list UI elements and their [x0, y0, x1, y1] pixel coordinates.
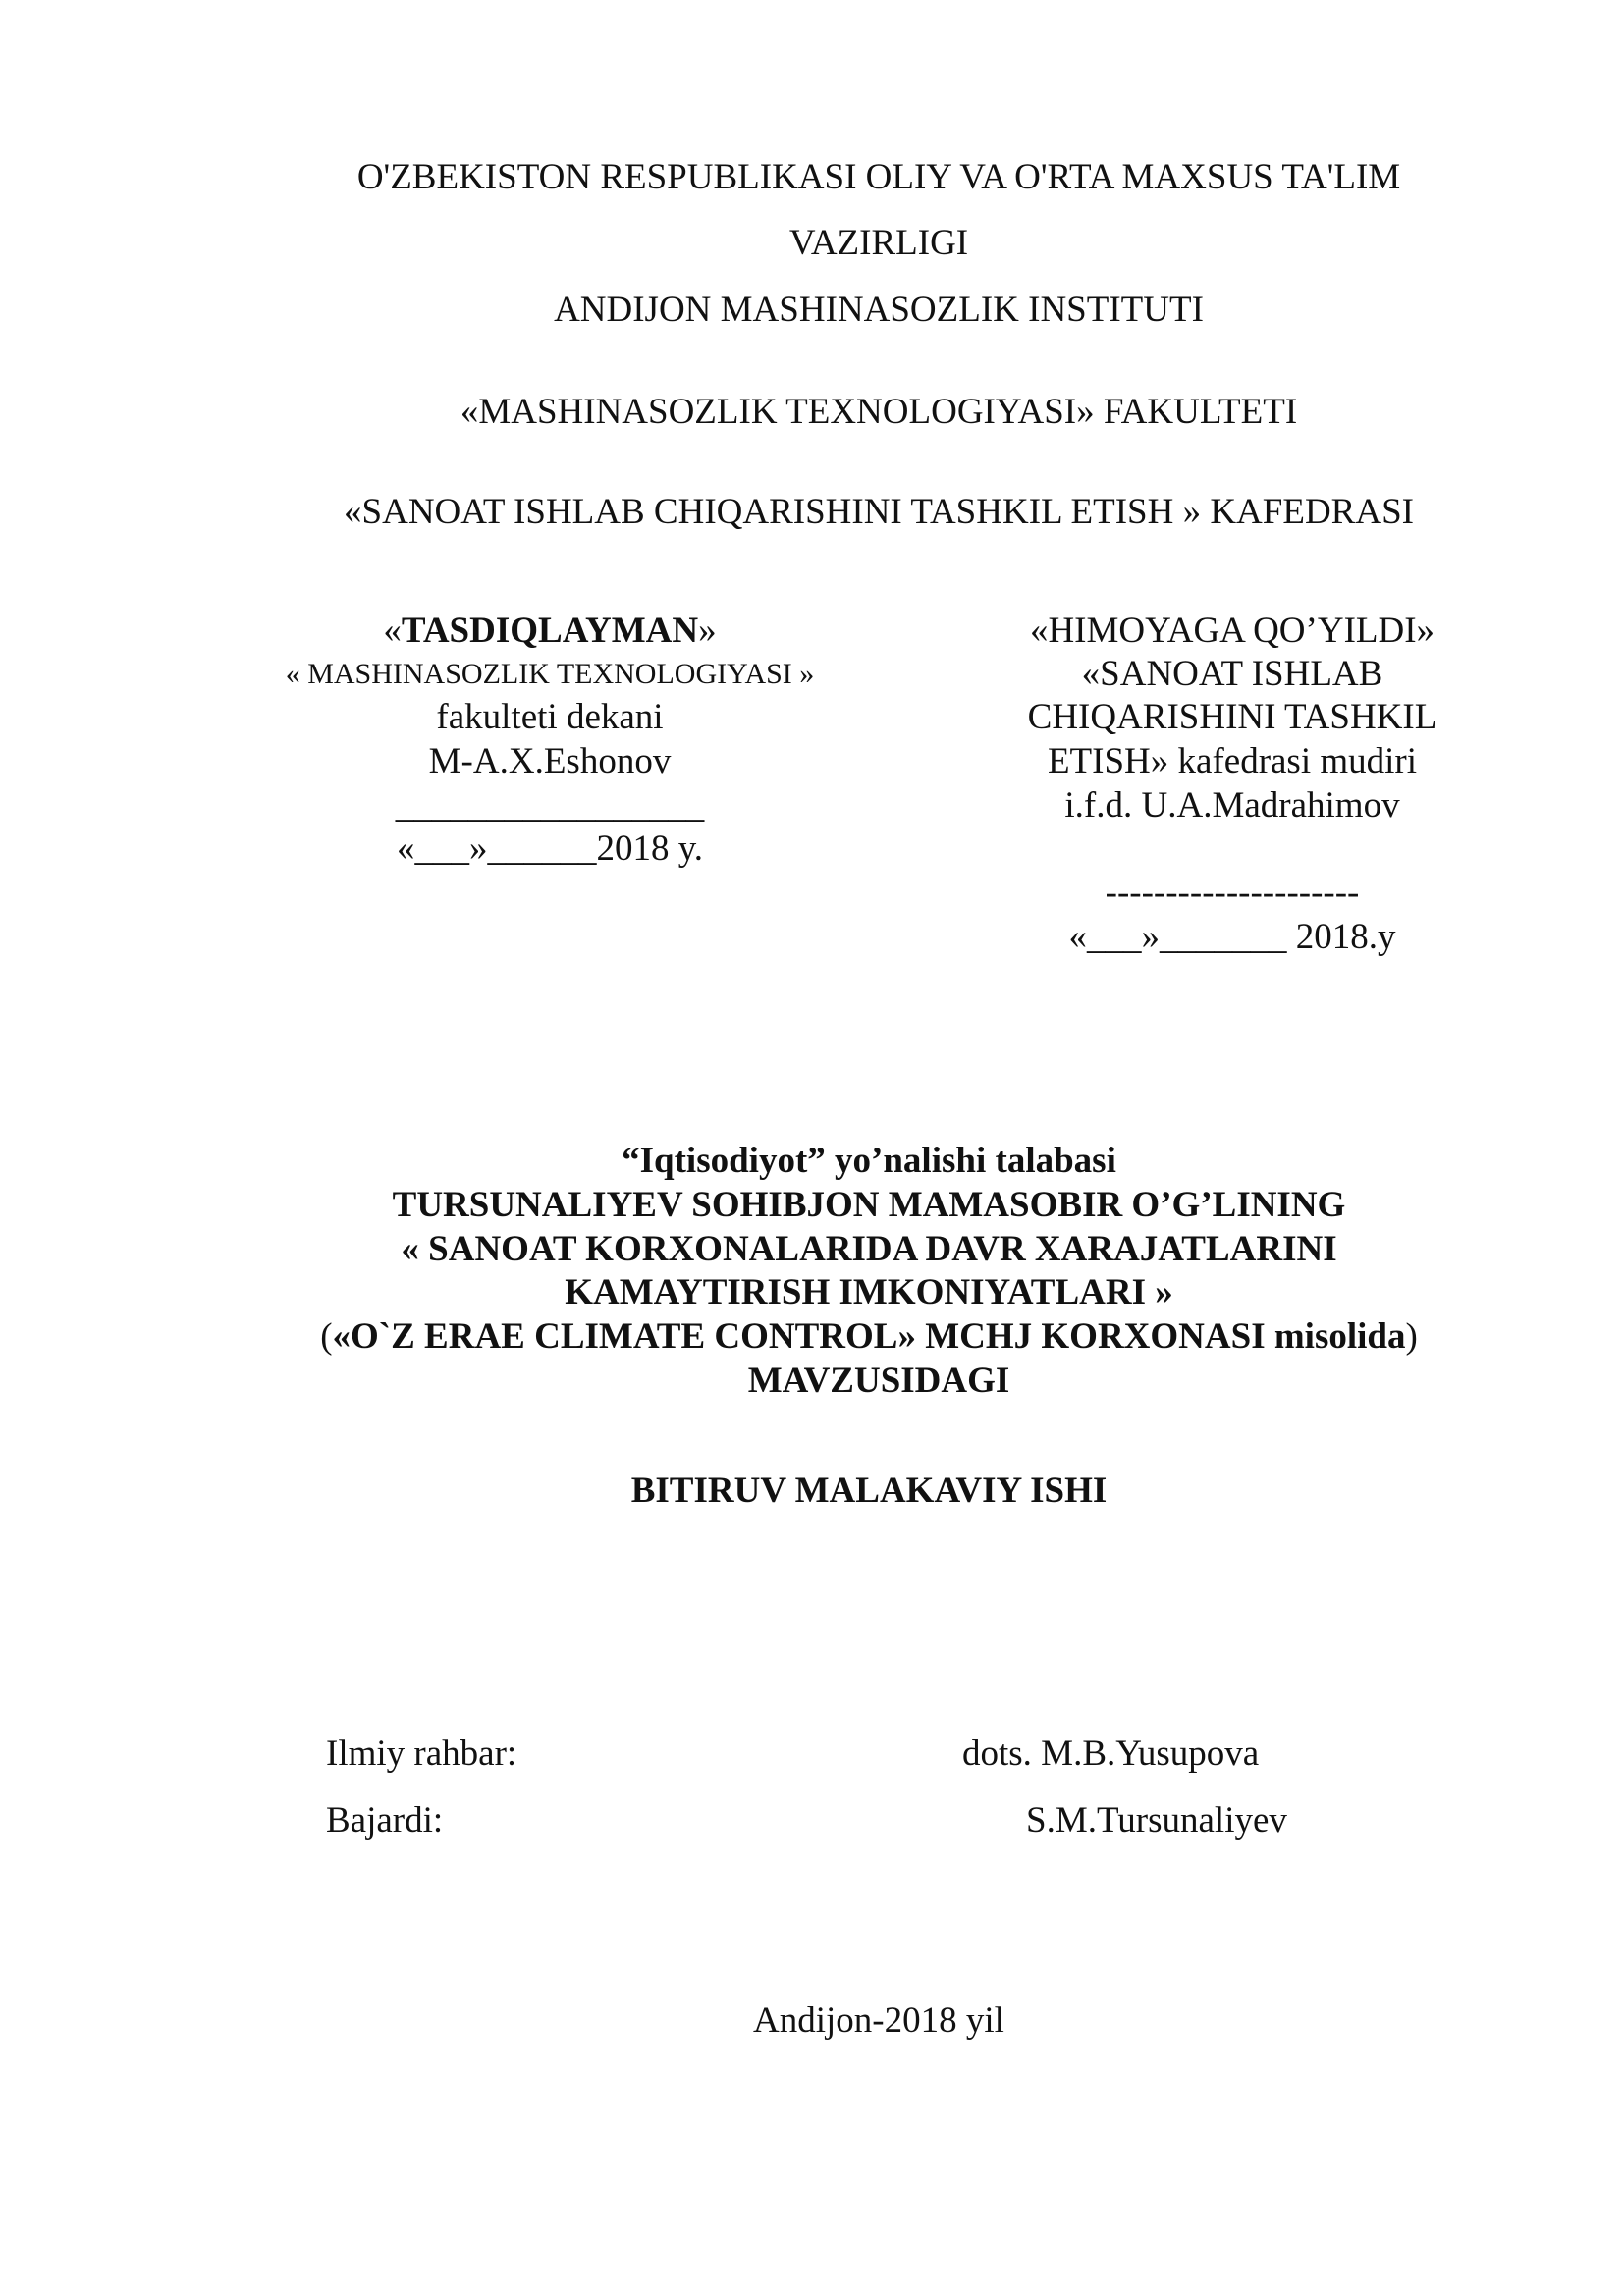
student-name: TURSUNALIYEV SOHIBJON MAMASOBIR O’G’LINING	[392, 1185, 1346, 1225]
place-year: Andijon-2018 yil	[753, 2001, 1004, 2041]
author-label: Bajardi:	[326, 1800, 444, 1841]
company-example: «O`Z ERAE CLIMATE CONTROL» MCHJ KORXONASI misolida	[332, 1316, 1406, 1357]
quote-open: «	[383, 611, 402, 651]
approval-left-name: M-A.X.Eshonov	[428, 741, 672, 781]
faculty-name: «MASHINASOZLIK TEXNOLOGIYASI» FAKULTETI	[460, 392, 1298, 432]
approval-right-line-2: CHIQARISHINI TASHKIL	[1027, 697, 1437, 737]
ministry-line-1: O'ZBEKISTON RESPUBLIKASI OLIY VA O'RTA MAXSUS TA'LIM	[356, 157, 1401, 197]
advisor-name: dots. M.B.Yusupova	[962, 1734, 1260, 1774]
thesis-subject-suffix: MAVZUSIDAGI	[747, 1361, 1010, 1401]
approval-left-role: fakulteti dekani	[436, 697, 664, 737]
work-type: BITIRUV MALAKAVIY ISHI	[630, 1470, 1108, 1511]
approval-left-date: «___»______2018 y.	[396, 828, 704, 869]
thesis-intro: “Iqtisodiyot” yo’nalishi talabasi	[622, 1141, 1116, 1181]
thesis-topic-line-2: KAMAYTIRISH IMKONIYATLARI »	[565, 1272, 1173, 1312]
approval-left-heading: TASDIQLAYMAN	[401, 611, 699, 651]
paren-close: )	[1405, 1316, 1418, 1357]
author-name: S.M.Tursunaliyev	[1026, 1800, 1287, 1841]
ministry-line-2: VAZIRLIGI	[788, 223, 969, 263]
institute-name: ANDIJON MASHINASOZLIK INSTITUTI	[554, 290, 1204, 330]
advisor-label: Ilmiy rahbar:	[326, 1734, 517, 1774]
approval-right-date: «___»_______ 2018.y	[1068, 917, 1396, 957]
approval-right-title: «HIMOYAGA QO’YILDI»	[1029, 611, 1435, 651]
approval-left-title	[265, 610, 835, 653]
approval-right-signature-line: ---------------------	[1105, 873, 1360, 913]
paren-open: (	[320, 1316, 333, 1357]
thesis-topic-line-3	[245, 1314, 1492, 1359]
approval-right-name: i.f.d. U.A.Madrahimov	[1064, 785, 1400, 826]
approval-right-line-3: ETISH» kafedrasi mudiri	[1047, 741, 1418, 781]
approval-left-signature-line: _________________	[395, 785, 705, 826]
approval-right-line-1: «SANOAT ISHLAB	[1081, 654, 1383, 694]
thesis-topic-line-1: « SANOAT KORXONALARIDA DAVR XARAJATLARINI	[401, 1229, 1337, 1269]
quote-close: »	[698, 611, 717, 651]
approval-left-faculty: « MASHINASOZLIK TEXNOLOGIYASI »	[285, 658, 815, 690]
department-name: «SANOAT ISHLAB CHIQARISHINI TASHKIL ETISH » KAFEDRASI	[344, 492, 1414, 532]
